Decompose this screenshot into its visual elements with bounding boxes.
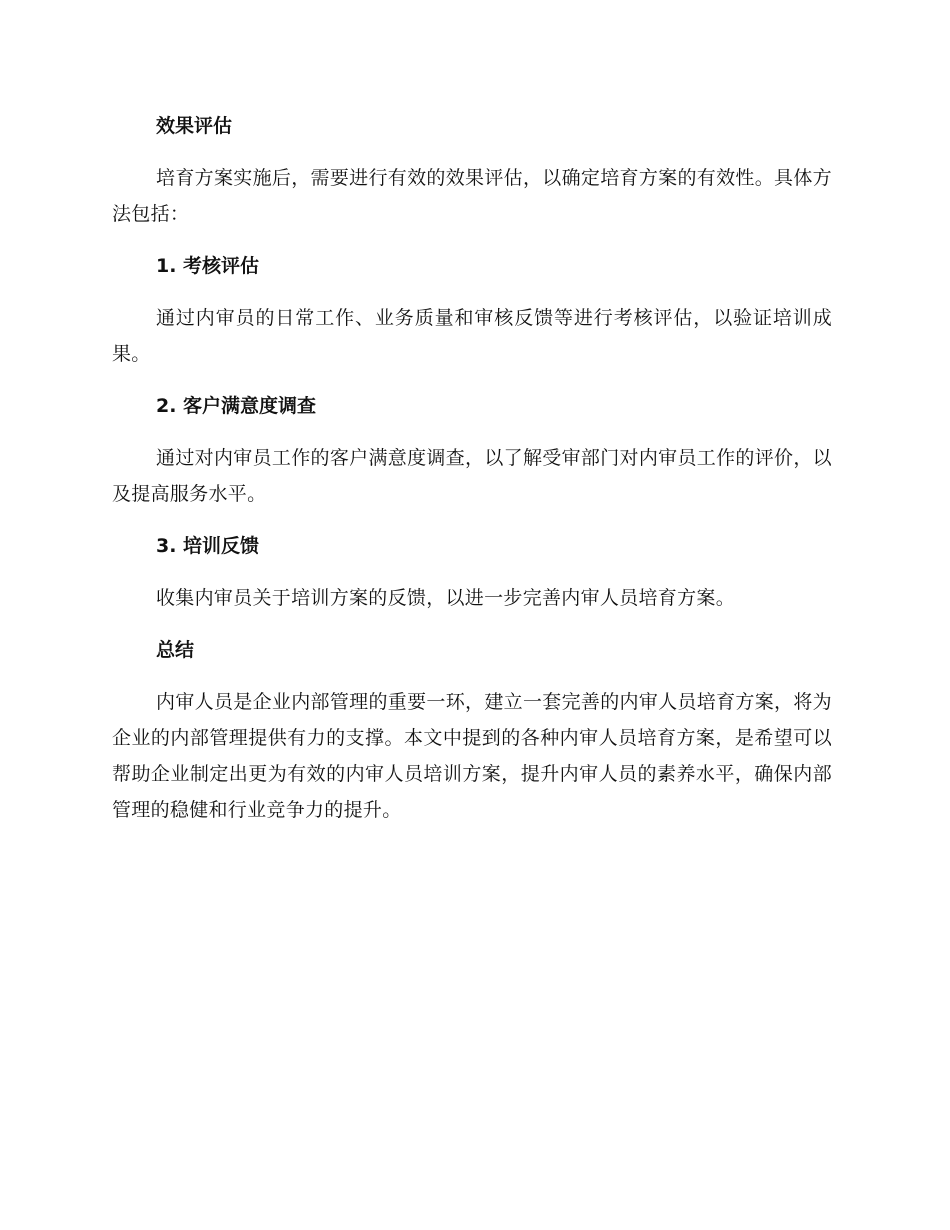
section-heading-training-feedback: 3. 培训反馈 bbox=[156, 535, 260, 557]
section-heading-satisfaction-survey: 2. 客户满意度调查 bbox=[156, 395, 317, 417]
section-heading-evaluation: 效果评估 bbox=[156, 115, 233, 137]
section-heading-assessment: 1. 考核评估 bbox=[156, 255, 260, 277]
paragraph-evaluation-intro: 培育方案实施后，需要进行有效的效果评估，以确定培育方案的有效性。具体方法包括： bbox=[112, 167, 832, 225]
document-page bbox=[112, 108, 832, 844]
section-heading-summary: 总结 bbox=[156, 639, 195, 661]
paragraph-summary: 内审人员是企业内部管理的重要一环，建立一套完善的内审人员培育方案，将为企业的内部管理提供有力的支撑。本文中提到的各种内审人员培育方案，是希望可以帮助企业制定出更为有效的内审人员培训方案，提升内审人员的素养水平，确保内部管理的稳健和行业竞争力的提升。 bbox=[112, 691, 832, 821]
paragraph-satisfaction-survey: 通过对内审员工作的客户满意度调查，以了解受审部门对内审员工作的评价，以及提高服务水平。 bbox=[112, 447, 832, 505]
paragraph-assessment: 通过内审员的日常工作、业务质量和审核反馈等进行考核评估，以验证培训成果。 bbox=[112, 307, 832, 365]
paragraph-training-feedback: 收集内审员关于培训方案的反馈，以进一步完善内审人员培育方案。 bbox=[156, 587, 736, 609]
